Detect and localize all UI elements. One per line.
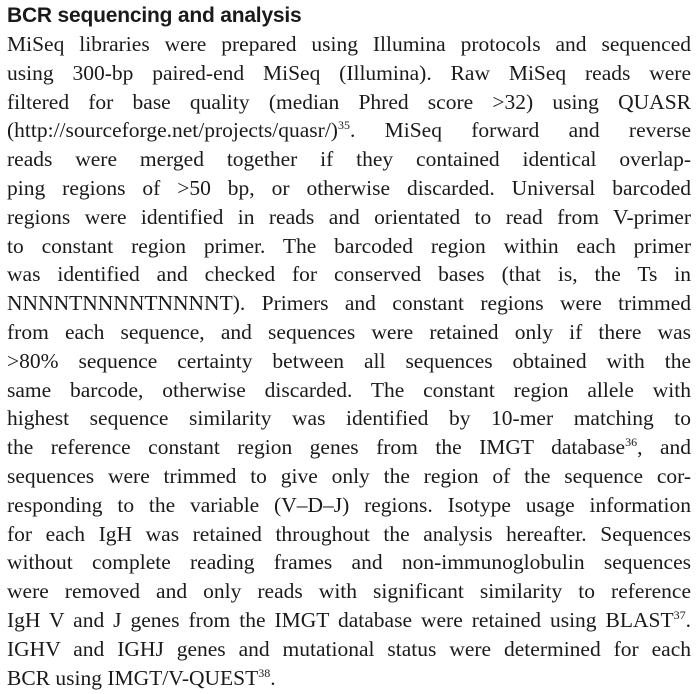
text-line: filtered for base quality (median Phred score >32) using QUASR (7, 89, 691, 114)
text-line: using 300-bp paired-end MiSeq (Illumina). Raw MiSeq reads were (7, 60, 691, 85)
text-line: NNNNTNNNNTNNNNT). Primers and constant regions were trimmed (7, 291, 691, 316)
body-paragraph (7, 30, 691, 692)
text-line: the reference constant region genes from the IMGT database$^{36}$, and (7, 435, 691, 460)
text-line: for each IgH was retained throughout the analysis hereafter. Sequences (7, 521, 691, 546)
text-line: same barcode, otherwise discarded. The constant region allele with (7, 377, 691, 402)
text-line: responding to the variable (V–D–J) regions. Isotype usage information (7, 492, 691, 517)
citation-superscript: 38 (258, 665, 271, 680)
text-line: BCR using IMGT/V-QUEST$^{38}$. (7, 665, 276, 690)
text-line: without complete reading frames and non-immunoglobulin sequences (7, 550, 691, 575)
text-line: from each sequence, and sequences were retained only if there was (7, 319, 691, 344)
text-line: regions were identified in reads and orientated to read from V-primer (7, 204, 691, 229)
citation-superscript: 35 (337, 118, 350, 133)
section-heading: BCR sequencing and analysis (7, 4, 302, 27)
text-line: to constant region primer. The barcoded region within each primer (7, 233, 691, 258)
text-line: were removed and only reads with significant similarity to reference (7, 579, 691, 604)
text-line: ping regions of >50 bp, or otherwise discarded. Universal barcoded (7, 175, 691, 200)
document-page (7, 2, 691, 692)
text-line: was identified and checked for conserved bases (that is, the Ts in (7, 262, 691, 287)
text-line: (http://sourceforge.net/projects/quasr/)$^{35}$. MiSeq forward and reverse (7, 118, 691, 143)
text-line: reads were merged together if they contained identical overlap- (7, 147, 691, 172)
text-line: IgH V and J genes from the IMGT database were retained using BLAST$^{37}$. (7, 607, 691, 632)
text-line: MiSeq libraries were prepared using Illumina protocols and sequenced (7, 32, 691, 56)
text-line: IGHV and IGHJ genes and mutational status were determined for each (7, 636, 691, 661)
text-line: sequences were trimmed to give only the region of the sequence cor- (7, 463, 691, 488)
citation-superscript: 36 (625, 435, 638, 450)
text-line: >80% sequence certainty between all sequences obtained with the (7, 348, 691, 373)
text-line: highest sequence similarity was identified by 10-mer matching to (7, 406, 691, 431)
citation-superscript: 37 (673, 607, 686, 622)
